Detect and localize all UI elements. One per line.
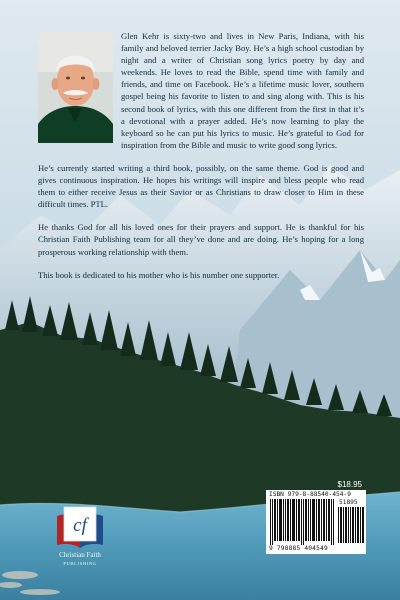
dedication: This book is dedicated to his mother who is his number one supporter. — [38, 269, 280, 280]
bio-paragraph-3: He thanks God for all his loved ones for their prayers and support. He is thankful for his Christian Faith Publishing team for all they’ve done and are doing. He’s hoping for a long prosperous working relationship with them. — [38, 222, 364, 257]
author-bio — [38, 30, 364, 292]
barcode-number: 9 798885 404549 — [269, 545, 328, 552]
barcode-bars — [270, 499, 334, 545]
publisher-name: Christian Faith — [59, 551, 101, 559]
bio-paragraph-2: He’s currently started writing a third book, possibly, on the same theme. God is good and gives continuous inspiration. He hopes his writings will inspire and bless people who read them to either receive Jesus as their Savior or as Christians to draw closer to Him in these difficult times. PTL. — [38, 162, 364, 210]
publisher-subtitle: PUBLISHING — [63, 561, 97, 566]
barcode-addon-bars — [338, 507, 364, 543]
barcode — [266, 490, 366, 554]
author-photo — [38, 32, 113, 143]
publisher-logo-letters: cf — [73, 515, 87, 536]
bio-paragraph-1: Glen Kehr is sixty-two and lives in New Paris, Indiana, with his family and beloved terrier Jacky Boy. He’s a high school custodian by night and a writer of Christian song lyrics poetry by day and weekends. He loves to read the Bible, spend time with family and friends, and time on Facebook. He’s a lifetime music lover, southern gospel being his favorite to listen to and sing along with. This is his second book of lyrics, with this one different from the first in that it’s a devotional with a prayer added. He’s now learning to play the keyboard so he can put his lyrics to music. He’s grateful to God for inspiration from the Bible and music to write good song lyrics. — [121, 31, 364, 150]
barcode-addon-number: 51895 — [339, 499, 358, 506]
book-icon — [54, 504, 106, 550]
isbn-number: ISBN 979-8-88540-454-9 — [269, 491, 351, 498]
price: $18.95 — [337, 480, 362, 489]
publisher-logo — [48, 504, 112, 590]
